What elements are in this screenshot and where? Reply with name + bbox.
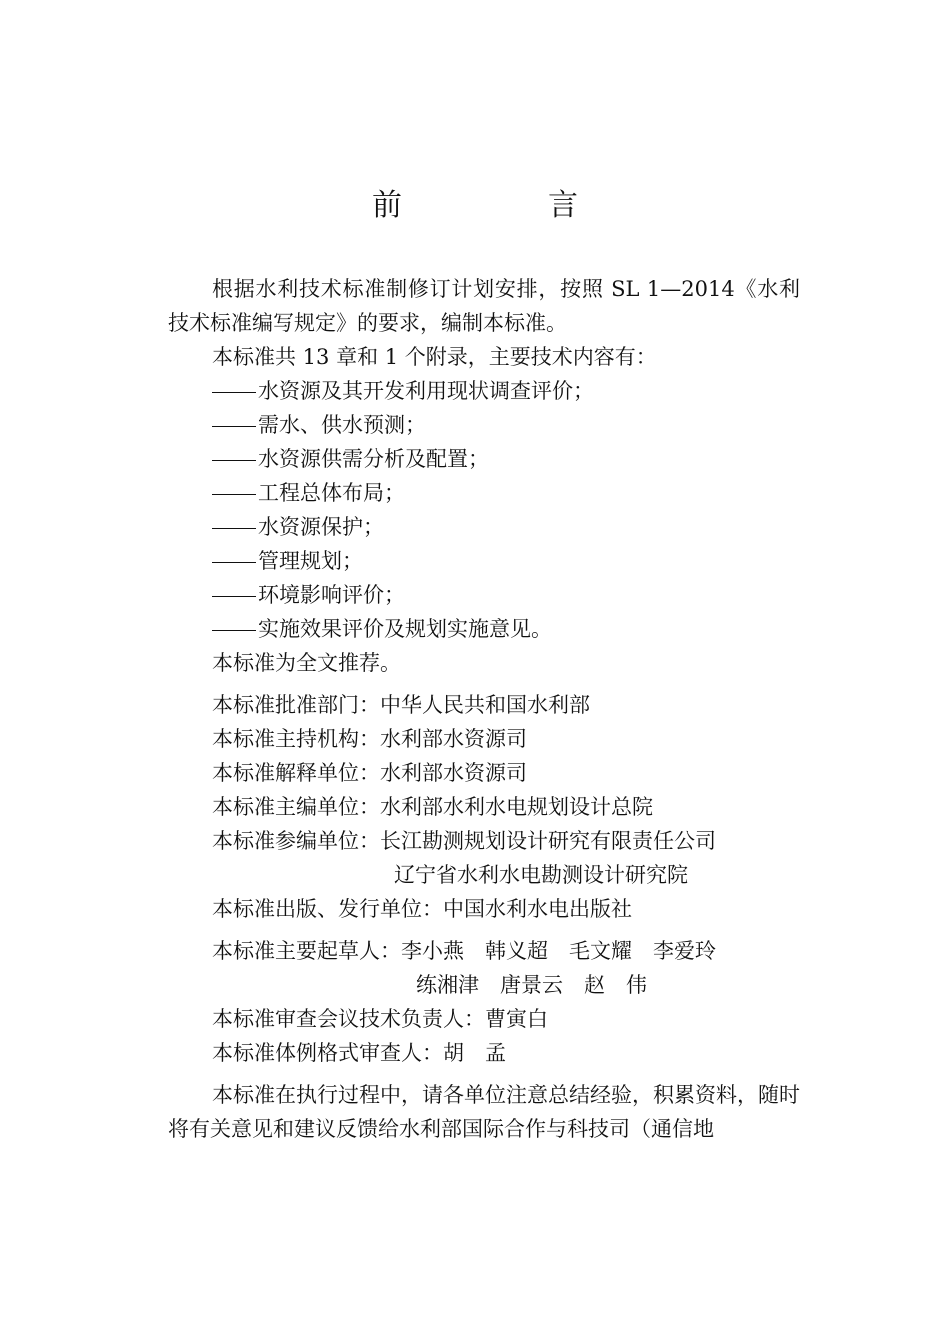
drafters-value-2: 练湘津 唐景云 赵 伟 bbox=[416, 973, 647, 997]
list-item: 环境影响评价； bbox=[168, 578, 800, 612]
chief-editor-value: 水利部水利水电规划设计总院 bbox=[380, 795, 653, 819]
interpret-row: 本标准解释单位：水利部水资源司 bbox=[212, 761, 527, 785]
format-review-value: 胡 孟 bbox=[443, 1041, 506, 1065]
list-item: 水资源供需分析及配置； bbox=[168, 442, 800, 476]
dash-mark bbox=[212, 562, 256, 563]
approve-row: 本标准批准部门：中华人民共和国水利部 bbox=[212, 693, 590, 717]
host-value: 水利部水资源司 bbox=[380, 727, 527, 751]
chief-editor-row: 本标准主编单位：水利部水利水电规划设计总院 bbox=[212, 795, 653, 819]
dash-mark bbox=[212, 460, 256, 461]
drafters-row: 本标准主要起草人：李小燕 韩义超 毛文耀 李爱玲 bbox=[212, 939, 716, 963]
publisher-value: 中国水利水电出版社 bbox=[443, 897, 632, 921]
drafters-row-continued bbox=[168, 968, 800, 1002]
format-review-row: 本标准体例格式审查人：胡 孟 bbox=[212, 1041, 506, 1065]
list-item: 工程总体布局； bbox=[168, 476, 800, 510]
page-title: 前 言 bbox=[372, 188, 636, 223]
co-editor-value-1: 长江勘测规划设计研究有限责任公司 bbox=[380, 829, 716, 853]
co-editor-row: 本标准参编单位：长江勘测规划设计研究有限责任公司 bbox=[212, 829, 716, 853]
drafters-value-1: 李小燕 韩义超 毛文耀 李爱玲 bbox=[401, 939, 716, 963]
dash-mark bbox=[212, 528, 256, 529]
dash-mark bbox=[212, 392, 256, 393]
recommend-statement: 本标准为全文推荐。 bbox=[212, 651, 401, 675]
co-editor-value-2: 辽宁省水利水电勘测设计研究院 bbox=[394, 863, 688, 887]
list-item: 管理规划； bbox=[168, 544, 800, 578]
interpret-value: 水利部水资源司 bbox=[380, 761, 527, 785]
intro-paragraph-1: 根据水利技术标准制修订计划安排，按照 SL 1—2014《水利技术标准编写规定》的要求，编制本标准。 bbox=[168, 277, 800, 335]
list-item: 水资源及其开发利用现状调查评价； bbox=[168, 374, 800, 408]
review-row: 本标准审查会议技术负责人：曹寅白 bbox=[212, 1007, 548, 1031]
preface-body bbox=[168, 272, 800, 1146]
list-item: 实施效果评价及规划实施意见。 bbox=[168, 612, 800, 646]
list-item: 需水、供水预测； bbox=[168, 408, 800, 442]
approve-value: 中华人民共和国水利部 bbox=[380, 693, 590, 717]
host-row: 本标准主持机构：水利部水资源司 bbox=[212, 727, 527, 751]
dash-mark bbox=[212, 494, 256, 495]
dash-mark bbox=[212, 426, 256, 427]
list-item: 水资源保护； bbox=[168, 510, 800, 544]
co-editor-row-continued bbox=[168, 858, 800, 892]
dash-mark bbox=[212, 596, 256, 597]
dash-mark bbox=[212, 630, 256, 631]
publisher-row: 本标准出版、发行单位：中国水利水电出版社 bbox=[212, 897, 632, 921]
review-value: 曹寅白 bbox=[485, 1007, 548, 1031]
intro-paragraph-2: 本标准共 13 章和 1 个附录，主要技术内容有： bbox=[212, 345, 657, 369]
closing-paragraph: 本标准在执行过程中，请各单位注意总结经验，积累资料，随时将有关意见和建议反馈给水利部国际合作与科技司（通信地 bbox=[168, 1083, 800, 1141]
